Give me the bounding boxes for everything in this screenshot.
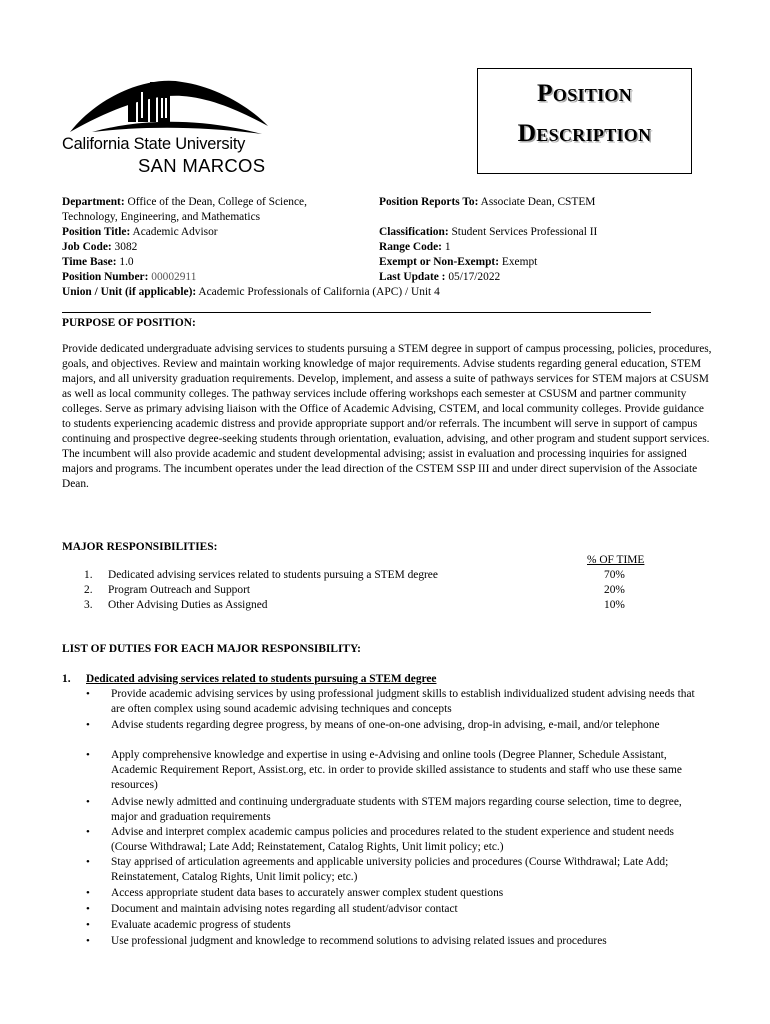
range-code-value: 1 xyxy=(444,241,451,253)
bullet-icon: • xyxy=(86,856,90,868)
position-title-label: Position Title: xyxy=(62,226,131,238)
position-number-label: Position Number: xyxy=(62,271,149,283)
department-value: Office of the Dean, College of Science, xyxy=(127,196,307,208)
responsibility-label: Other Advising Duties as Assigned xyxy=(108,599,268,611)
position-title-field xyxy=(62,225,218,240)
purpose-paragraph: Provide dedicated undergraduate advising services to students pursuing a STEM degree in support of campus processing, policies, procedures, goals, and objectives. Review and maintain working knowledge of major requirements. Advise students regarding general education, STEM majors, and all university graduation requirements. Develop, implement, and assess a suite of pathways services for STEM majors at CSUSM as well as local community colleges. The pathway services include offering workshops each semester at CSUSM and partner community colleges. Serve as primary advising liaison with the Office of Academic Advising, CSTEM, and local community colleges. Provide guidance to students experiencing academic distress and provide appropriate support and/or referrals. The incumbent will serve in support of campus continuing and prospective degree-seeking students through orientation, evaluation, advising, and other program and student support services. The incumbent will also provide academic and student developmental advising; assist in evaluation and processing inquiries for assigned majors and programs. The incumbent operates under the lead direction of the CSTEM SSP III and under direct supervision of the Associate Dean. xyxy=(62,343,712,490)
responsibility-number: 2. xyxy=(84,584,93,596)
exempt-value: Exempt xyxy=(501,256,538,268)
responsibility-percent: 10% xyxy=(604,599,625,611)
bullet-icon: • xyxy=(86,796,90,808)
job-code-field xyxy=(62,240,137,255)
duty-item: Evaluate academic progress of students xyxy=(111,919,291,931)
percent-time-header: % OF TIME xyxy=(587,554,645,566)
department-label: Department: xyxy=(62,196,125,208)
union-label: Union / Unit (if applicable): xyxy=(62,286,197,298)
last-update-value: 05/17/2022 xyxy=(448,271,501,283)
union-field xyxy=(62,285,440,300)
logo-university-name: California State University xyxy=(62,135,246,153)
duty-section-title: Dedicated advising services related to students pursuing a STEM degree xyxy=(86,673,437,685)
exempt-label: Exempt or Non-Exempt: xyxy=(379,256,500,268)
last-update-label: Last Update : xyxy=(379,271,446,283)
position-number-value: 00002911 xyxy=(151,271,197,283)
duty-item: Use professional judgment and knowledge to recommend solutions to advising related issues and procedures xyxy=(111,935,607,947)
position-title-value: Academic Advisor xyxy=(132,226,218,238)
classification-label: Classification: xyxy=(379,226,449,238)
duty-item: Advise and interpret complex academic campus policies and procedures related to the student experience and student needs (Course Withdrawal; Late Add; Reinstatement, Catalog Rights, Unit limit policy; etc.) xyxy=(111,826,674,853)
last-update-field xyxy=(379,270,500,285)
classification-field xyxy=(379,225,597,240)
classification-value: Student Services Professional II xyxy=(451,226,598,238)
range-code-label: Range Code: xyxy=(379,241,442,253)
bullet-icon: • xyxy=(86,935,90,947)
responsibility-label: Program Outreach and Support xyxy=(108,584,251,596)
union-value: Academic Professionals of California (APC) / Unit 4 xyxy=(198,286,440,298)
responsibility-row xyxy=(84,568,93,583)
duty-item: Apply comprehensive knowledge and expertise in using e-Advising and online tools (Degree Planner, Schedule Assistant, Academic Requirement Report, Assist.org, etc. in order to provide skilled assistance to students and staff who use these same resources) xyxy=(111,749,682,791)
logo-campus-name: SAN MARCOS xyxy=(138,155,266,176)
duty-section-number: 1. xyxy=(62,673,71,685)
duty-item: Stay apprised of articulation agreements and applicable university policies and procedures (Course Withdrawal; Late Add; Reinstatement, Catalog Rights, Unit limit policy; etc.) xyxy=(111,856,669,883)
duty-item: Advise newly admitted and continuing undergraduate students with STEM majors regarding course selection, time to degree, major and graduation requirements xyxy=(111,796,682,823)
bullet-icon: • xyxy=(86,887,90,899)
section-divider xyxy=(62,312,651,313)
time-base-value: 1.0 xyxy=(119,256,134,268)
reports-to-field xyxy=(379,195,595,210)
duty-item: Advise students regarding degree progress, by means of one-on-one advising, drop-in advising, e-mail, and/or telephone xyxy=(111,719,660,731)
bullet-icon: • xyxy=(86,688,90,700)
document-title-box xyxy=(477,68,692,174)
responsibility-row xyxy=(84,583,93,598)
bullet-icon: • xyxy=(86,919,90,931)
job-code-value: 3082 xyxy=(114,241,138,253)
reports-to-label: Position Reports To: xyxy=(379,196,479,208)
exempt-field xyxy=(379,255,537,270)
responsibility-percent: 20% xyxy=(604,584,625,596)
title-line-2: Description xyxy=(517,118,652,147)
reports-to-value: Associate Dean, CSTEM xyxy=(480,196,596,208)
responsibility-row xyxy=(84,598,93,613)
purpose-heading: PURPOSE OF POSITION: xyxy=(62,317,196,329)
responsibility-number: 3. xyxy=(84,599,93,611)
time-base-label: Time Base: xyxy=(62,256,117,268)
department-field-line-2 xyxy=(62,210,260,225)
university-logo xyxy=(62,74,278,182)
duties-heading: LIST OF DUTIES FOR EACH MAJOR RESPONSIBILITY: xyxy=(62,643,361,655)
range-code-field xyxy=(379,240,451,255)
bullet-icon: • xyxy=(86,826,90,838)
position-number-field xyxy=(62,270,196,285)
responsibility-number: 1. xyxy=(84,569,93,581)
title-line-1: Position xyxy=(536,78,633,107)
duty-item: Provide academic advising services by using professional judgment skills to establish individualized student advising needs that are often complex using sound academic advising techniques and concepts xyxy=(111,688,695,715)
time-base-field xyxy=(62,255,134,270)
duty-item: Document and maintain advising notes regarding all student/advisor contact xyxy=(111,903,458,915)
responsibility-percent: 70% xyxy=(604,569,625,581)
bullet-icon: • xyxy=(86,749,90,761)
bullet-icon: • xyxy=(86,719,90,731)
job-code-label: Job Code: xyxy=(62,241,112,253)
responsibilities-heading: MAJOR RESPONSIBILITIES: xyxy=(62,541,218,553)
bullet-icon: • xyxy=(86,903,90,915)
logo-mark-icon xyxy=(62,74,278,138)
department-field xyxy=(62,195,307,210)
duty-item: Access appropriate student data bases to accurately answer complex student questions xyxy=(111,887,504,899)
department-value-2: Technology, Engineering, and Mathematics xyxy=(62,211,261,223)
responsibility-label: Dedicated advising services related to students pursuing a STEM degree xyxy=(108,569,438,581)
